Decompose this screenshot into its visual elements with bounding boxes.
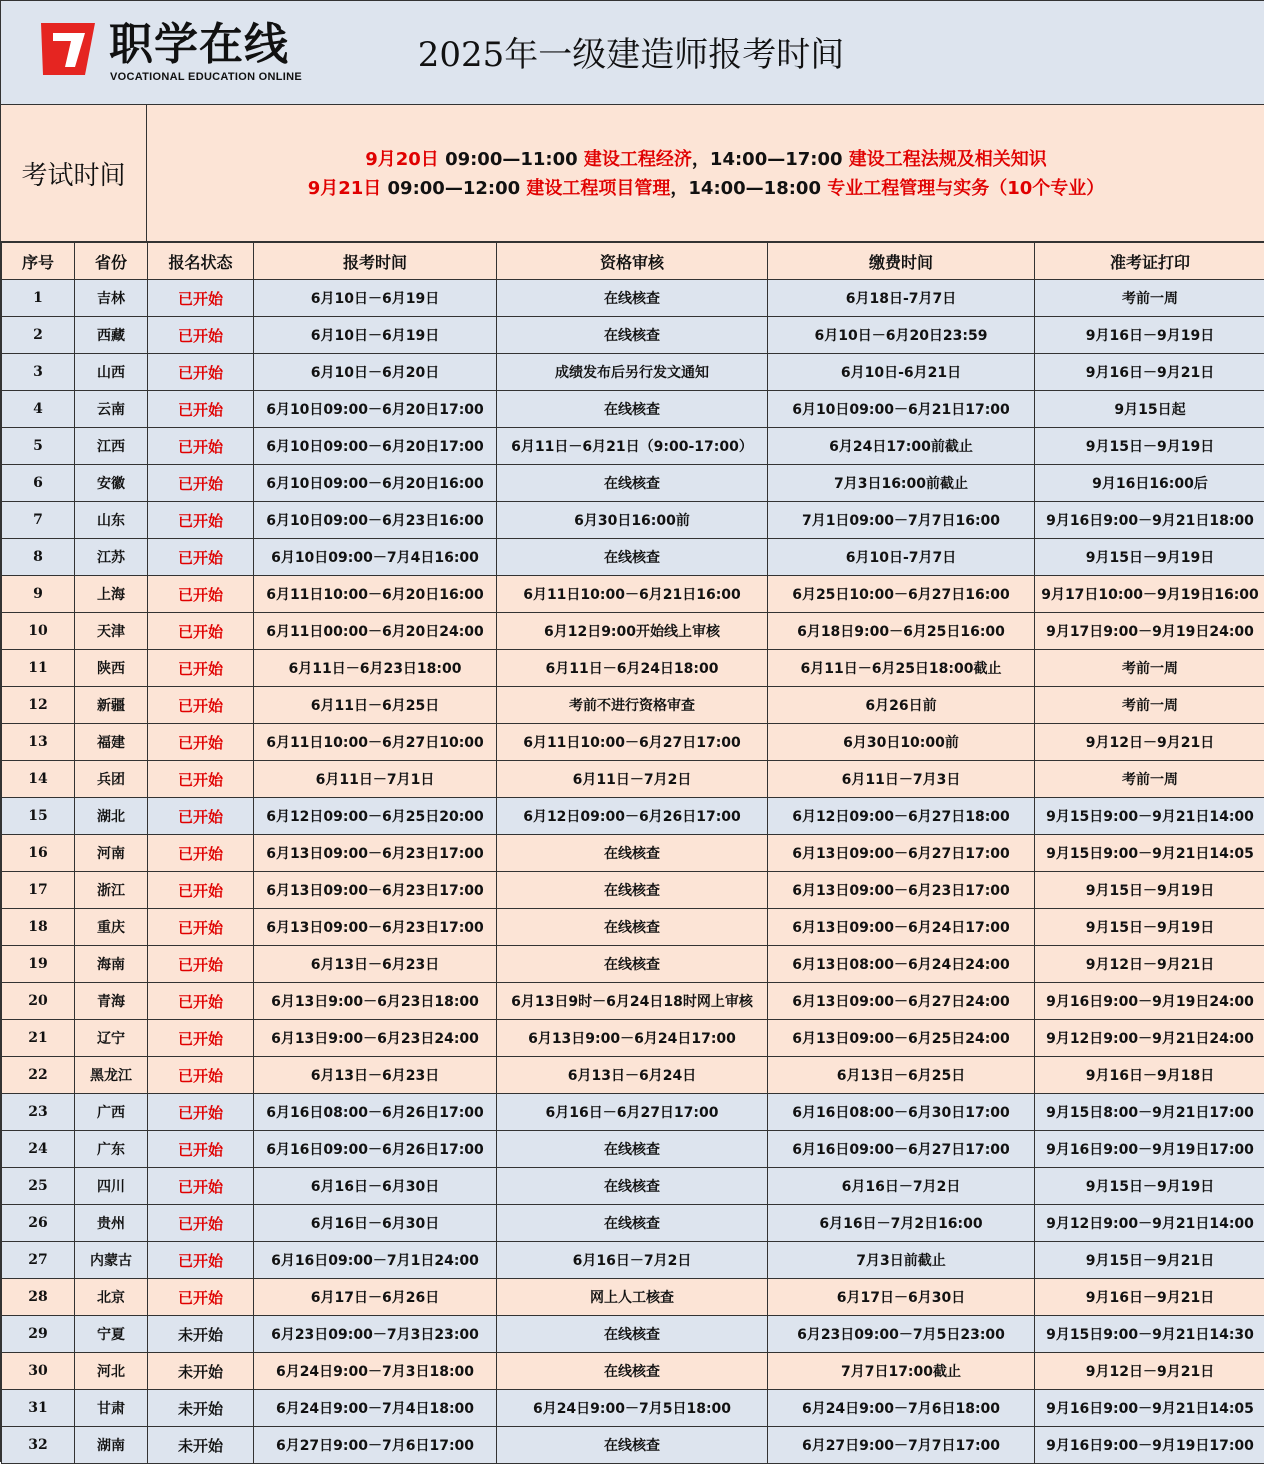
row-province: 天津	[75, 613, 148, 650]
row-payment-time: 6月13日－6月25日	[768, 1057, 1035, 1094]
row-review: 在线核查	[497, 1427, 768, 1464]
row-number: 15	[2, 798, 75, 835]
table-row	[2, 946, 1264, 983]
row-number: 6	[2, 465, 75, 502]
row-payment-time: 6月13日09:00－6月25日24:00	[768, 1020, 1035, 1057]
row-status: 已开始	[148, 317, 254, 354]
row-register-time: 6月16日08:00－6月26日17:00	[254, 1094, 497, 1131]
row-status: 已开始	[148, 1094, 254, 1131]
header-province: 省份	[75, 243, 148, 280]
exam-date-1: 9月20日	[365, 149, 439, 170]
row-status: 已开始	[148, 909, 254, 946]
table-row	[2, 280, 1264, 317]
logo-subtitle: VOCATIONAL EDUCATION ONLINE	[110, 71, 302, 83]
table-row	[2, 724, 1264, 761]
row-status: 未开始	[148, 1353, 254, 1390]
row-review: 在线核查	[497, 280, 768, 317]
exam-line-2	[147, 174, 1264, 203]
row-number: 2	[2, 317, 75, 354]
exam-time-1a: 09:00—11:00	[439, 149, 584, 170]
table-row	[2, 613, 1264, 650]
row-ticket-print: 考前一周	[1035, 761, 1264, 798]
row-register-time: 6月13日－6月23日	[254, 1057, 497, 1094]
row-payment-time: 6月10日-6月21日	[768, 354, 1035, 391]
table-row	[2, 1316, 1264, 1353]
row-ticket-print: 9月16日9:00－9月19日24:00	[1035, 983, 1264, 1020]
row-review: 6月16日－6月27日17:00	[497, 1094, 768, 1131]
row-register-time: 6月11日10:00－6月27日10:00	[254, 724, 497, 761]
row-payment-time: 6月16日－7月2日	[768, 1168, 1035, 1205]
row-register-time: 6月16日－6月30日	[254, 1168, 497, 1205]
row-status: 已开始	[148, 1205, 254, 1242]
table-row	[2, 1020, 1264, 1057]
row-ticket-print: 9月17日9:00－9月19日24:00	[1035, 613, 1264, 650]
row-province: 江苏	[75, 539, 148, 576]
row-number: 21	[2, 1020, 75, 1057]
row-review: 6月13日9:00－6月24日17:00	[497, 1020, 768, 1057]
row-province: 上海	[75, 576, 148, 613]
row-status: 已开始	[148, 428, 254, 465]
row-ticket-print: 9月16日－9月19日	[1035, 317, 1264, 354]
row-payment-time: 6月13日09:00－6月27日24:00	[768, 983, 1035, 1020]
row-ticket-print: 9月16日9:00－9月21日18:00	[1035, 502, 1264, 539]
table-row	[2, 983, 1264, 1020]
row-province: 湖南	[75, 1427, 148, 1464]
row-payment-time: 6月11日－7月3日	[768, 761, 1035, 798]
row-ticket-print: 9月16日－9月18日	[1035, 1057, 1264, 1094]
table-row	[2, 539, 1264, 576]
header-status: 报名状态	[148, 243, 254, 280]
table-row	[2, 1205, 1264, 1242]
row-province: 黑龙江	[75, 1057, 148, 1094]
row-payment-time: 7月3日16:00前截止	[768, 465, 1035, 502]
row-register-time: 6月11日－7月1日	[254, 761, 497, 798]
row-payment-time: 6月11日－6月25日18:00截止	[768, 650, 1035, 687]
row-register-time: 6月12日09:00－6月25日20:00	[254, 798, 497, 835]
row-status: 已开始	[148, 280, 254, 317]
row-province: 海南	[75, 946, 148, 983]
row-province: 山东	[75, 502, 148, 539]
row-ticket-print: 9月12日9:00－9月21日24:00	[1035, 1020, 1264, 1057]
row-review: 考前不进行资格审查	[497, 687, 768, 724]
row-review: 6月11日－7月2日	[497, 761, 768, 798]
row-status: 已开始	[148, 650, 254, 687]
row-number: 17	[2, 872, 75, 909]
row-status: 已开始	[148, 354, 254, 391]
table-row	[2, 1131, 1264, 1168]
row-number: 29	[2, 1316, 75, 1353]
row-ticket-print: 9月16日9:00－9月21日14:05	[1035, 1390, 1264, 1427]
row-status: 已开始	[148, 1242, 254, 1279]
row-status: 已开始	[148, 1131, 254, 1168]
row-number: 19	[2, 946, 75, 983]
table-row	[2, 687, 1264, 724]
row-province: 青海	[75, 983, 148, 1020]
row-register-time: 6月11日00:00－6月20日24:00	[254, 613, 497, 650]
row-ticket-print: 9月15日－9月21日	[1035, 1242, 1264, 1279]
row-review: 6月24日9:00－7月5日18:00	[497, 1390, 768, 1427]
row-register-time: 6月13日9:00－6月23日24:00	[254, 1020, 497, 1057]
row-ticket-print: 9月15日9:00－9月21日14:00	[1035, 798, 1264, 835]
table-row	[2, 1427, 1264, 1464]
row-review: 网上人工核查	[497, 1279, 768, 1316]
table-row	[2, 835, 1264, 872]
logo-text: 职学在线	[109, 19, 289, 71]
row-province: 吉林	[75, 280, 148, 317]
exam-time-2b: ，14:00—18:00	[670, 178, 827, 199]
row-ticket-print: 9月12日9:00－9月21日14:00	[1035, 1205, 1264, 1242]
exam-time-label: 考试时间	[1, 105, 147, 241]
row-number: 23	[2, 1094, 75, 1131]
row-province: 山西	[75, 354, 148, 391]
row-review: 在线核查	[497, 946, 768, 983]
row-review: 6月13日9时－6月24日18时网上审核	[497, 983, 768, 1020]
row-number: 18	[2, 909, 75, 946]
row-ticket-print: 9月15日－9月19日	[1035, 539, 1264, 576]
row-status: 已开始	[148, 576, 254, 613]
row-review: 6月12日09:00－6月26日17:00	[497, 798, 768, 835]
table-row	[2, 798, 1264, 835]
row-register-time: 6月11日－6月23日18:00	[254, 650, 497, 687]
row-number: 9	[2, 576, 75, 613]
row-province: 内蒙古	[75, 1242, 148, 1279]
row-number: 30	[2, 1353, 75, 1390]
table-body	[2, 280, 1264, 1464]
row-payment-time: 6月13日09:00－6月24日17:00	[768, 909, 1035, 946]
row-number: 32	[2, 1427, 75, 1464]
row-review: 在线核查	[497, 909, 768, 946]
row-number: 24	[2, 1131, 75, 1168]
row-register-time: 6月27日9:00－7月6日17:00	[254, 1427, 497, 1464]
row-review: 在线核查	[497, 835, 768, 872]
row-register-time: 6月16日09:00－7月1日24:00	[254, 1242, 497, 1279]
row-status: 已开始	[148, 946, 254, 983]
row-status: 已开始	[148, 391, 254, 428]
row-province: 陕西	[75, 650, 148, 687]
table-row	[2, 354, 1264, 391]
row-payment-time: 6月10日-7月7日	[768, 539, 1035, 576]
row-review: 在线核查	[497, 465, 768, 502]
row-register-time: 6月24日9:00－7月4日18:00	[254, 1390, 497, 1427]
row-review: 在线核查	[497, 1353, 768, 1390]
exam-subject-2b: 专业工程管理与实务（10个专业）	[827, 178, 1104, 199]
row-province: 浙江	[75, 872, 148, 909]
row-register-time: 6月13日09:00－6月23日17:00	[254, 835, 497, 872]
row-status: 已开始	[148, 835, 254, 872]
row-ticket-print: 9月16日－9月21日	[1035, 354, 1264, 391]
row-number: 25	[2, 1168, 75, 1205]
row-register-time: 6月10日－6月19日	[254, 317, 497, 354]
row-ticket-print: 考前一周	[1035, 687, 1264, 724]
row-review: 6月11日10:00－6月21日16:00	[497, 576, 768, 613]
row-register-time: 6月10日－6月20日	[254, 354, 497, 391]
row-register-time: 6月17日－6月26日	[254, 1279, 497, 1316]
row-register-time: 6月10日09:00－7月4日16:00	[254, 539, 497, 576]
exam-subject-2a: 建设工程项目管理	[526, 178, 670, 199]
row-number: 26	[2, 1205, 75, 1242]
row-payment-time: 7月7日17:00截止	[768, 1353, 1035, 1390]
row-review: 在线核查	[497, 1205, 768, 1242]
table-row	[2, 1242, 1264, 1279]
row-status: 已开始	[148, 1057, 254, 1094]
row-register-time: 6月13日09:00－6月23日17:00	[254, 872, 497, 909]
header-ticket-print: 准考证打印	[1035, 243, 1264, 280]
table-row	[2, 576, 1264, 613]
row-province: 宁夏	[75, 1316, 148, 1353]
row-status: 已开始	[148, 1020, 254, 1057]
row-province: 北京	[75, 1279, 148, 1316]
table-header-row	[2, 243, 1264, 280]
row-status: 已开始	[148, 872, 254, 909]
row-number: 5	[2, 428, 75, 465]
row-ticket-print: 9月16日9:00－9月19日17:00	[1035, 1427, 1264, 1464]
row-number: 31	[2, 1390, 75, 1427]
row-number: 7	[2, 502, 75, 539]
row-register-time: 6月11日－6月25日	[254, 687, 497, 724]
row-payment-time: 6月12日09:00－6月27日18:00	[768, 798, 1035, 835]
row-number: 22	[2, 1057, 75, 1094]
row-number: 16	[2, 835, 75, 872]
row-review: 在线核查	[497, 539, 768, 576]
row-number: 14	[2, 761, 75, 798]
exam-line-1	[147, 145, 1264, 174]
row-province: 甘肃	[75, 1390, 148, 1427]
row-ticket-print: 9月15日9:00－9月21日14:05	[1035, 835, 1264, 872]
row-ticket-print: 9月15日－9月19日	[1035, 909, 1264, 946]
row-number: 27	[2, 1242, 75, 1279]
exam-time-section	[1, 105, 1264, 242]
row-ticket-print: 9月15日－9月19日	[1035, 872, 1264, 909]
header-register-time: 报考时间	[254, 243, 497, 280]
registration-table	[1, 242, 1264, 1464]
row-payment-time: 6月27日9:00－7月7日17:00	[768, 1427, 1035, 1464]
row-province: 兵团	[75, 761, 148, 798]
row-payment-time: 6月16日08:00－6月30日17:00	[768, 1094, 1035, 1131]
header-payment-time: 缴费时间	[768, 243, 1035, 280]
row-province: 福建	[75, 724, 148, 761]
row-review: 在线核查	[497, 391, 768, 428]
table-row	[2, 1057, 1264, 1094]
row-register-time: 6月16日09:00－6月26日17:00	[254, 1131, 497, 1168]
row-ticket-print: 考前一周	[1035, 280, 1264, 317]
row-payment-time: 6月13日09:00－6月23日17:00	[768, 872, 1035, 909]
row-ticket-print: 考前一周	[1035, 650, 1264, 687]
exam-subject-1b: 建设工程法规及相关知识	[849, 149, 1047, 170]
row-province: 河北	[75, 1353, 148, 1390]
row-ticket-print: 9月12日－9月21日	[1035, 724, 1264, 761]
row-review: 在线核查	[497, 872, 768, 909]
row-ticket-print: 9月15日－9月19日	[1035, 428, 1264, 465]
row-payment-time: 6月25日10:00－6月27日16:00	[768, 576, 1035, 613]
table-row	[2, 465, 1264, 502]
row-register-time: 6月13日9:00－6月23日18:00	[254, 983, 497, 1020]
row-review: 6月13日－6月24日	[497, 1057, 768, 1094]
row-review: 6月11日10:00－6月27日17:00	[497, 724, 768, 761]
table-row	[2, 1353, 1264, 1390]
row-number: 11	[2, 650, 75, 687]
row-payment-time: 6月13日08:00－6月24日24:00	[768, 946, 1035, 983]
row-register-time: 6月23日09:00－7月3日23:00	[254, 1316, 497, 1353]
row-payment-time: 6月18日9:00－6月25日16:00	[768, 613, 1035, 650]
row-review: 6月11日－6月21日（9:00-17:00）	[497, 428, 768, 465]
row-ticket-print: 9月15日8:00－9月21日17:00	[1035, 1094, 1264, 1131]
exam-subject-1a: 建设工程经济	[584, 149, 692, 170]
row-register-time: 6月16日－6月30日	[254, 1205, 497, 1242]
row-ticket-print: 9月12日－9月21日	[1035, 1353, 1264, 1390]
exam-time-2a: 09:00—12:00	[381, 178, 526, 199]
table-row	[2, 1279, 1264, 1316]
row-province: 广东	[75, 1131, 148, 1168]
row-number: 10	[2, 613, 75, 650]
row-review: 在线核查	[497, 1168, 768, 1205]
row-review: 6月12日9:00开始线上审核	[497, 613, 768, 650]
row-payment-time: 7月1日09:00－7月7日16:00	[768, 502, 1035, 539]
row-review: 在线核查	[497, 1316, 768, 1353]
row-payment-time: 6月10日－6月20日23:59	[768, 317, 1035, 354]
row-payment-time: 6月10日09:00－6月21日17:00	[768, 391, 1035, 428]
logo-seven-icon	[35, 19, 99, 81]
row-review: 在线核查	[497, 1131, 768, 1168]
row-province: 江西	[75, 428, 148, 465]
row-province: 湖北	[75, 798, 148, 835]
brand-logo	[35, 19, 305, 89]
table-row	[2, 872, 1264, 909]
row-province: 重庆	[75, 909, 148, 946]
table-row	[2, 391, 1264, 428]
table-row	[2, 502, 1264, 539]
row-province: 四川	[75, 1168, 148, 1205]
row-payment-time: 6月16日09:00－6月27日17:00	[768, 1131, 1035, 1168]
exam-schedule	[147, 145, 1264, 203]
row-province: 河南	[75, 835, 148, 872]
table-row	[2, 650, 1264, 687]
row-status: 已开始	[148, 613, 254, 650]
row-status: 已开始	[148, 502, 254, 539]
row-status: 已开始	[148, 983, 254, 1020]
row-status: 已开始	[148, 687, 254, 724]
page-header	[1, 1, 1264, 105]
row-register-time: 6月10日09:00－6月20日17:00	[254, 428, 497, 465]
row-number: 28	[2, 1279, 75, 1316]
row-register-time: 6月13日－6月23日	[254, 946, 497, 983]
row-status: 已开始	[148, 539, 254, 576]
row-province: 西藏	[75, 317, 148, 354]
row-province: 云南	[75, 391, 148, 428]
row-review: 成绩发布后另行发文通知	[497, 354, 768, 391]
exam-time-1b: ，14:00—17:00	[692, 149, 849, 170]
row-ticket-print: 9月16日9:00－9月19日17:00	[1035, 1131, 1264, 1168]
row-number: 13	[2, 724, 75, 761]
row-payment-time: 6月18日-7月7日	[768, 280, 1035, 317]
row-status: 未开始	[148, 1427, 254, 1464]
page-title: 2025年一级建造师报考时间	[331, 31, 931, 79]
row-payment-time: 6月30日10:00前	[768, 724, 1035, 761]
row-register-time: 6月10日09:00－6月23日16:00	[254, 502, 497, 539]
row-status: 已开始	[148, 798, 254, 835]
row-register-time: 6月10日09:00－6月20日16:00	[254, 465, 497, 502]
row-status: 已开始	[148, 1168, 254, 1205]
row-province: 新疆	[75, 687, 148, 724]
row-ticket-print: 9月12日－9月21日	[1035, 946, 1264, 983]
row-register-time: 6月11日10:00－6月20日16:00	[254, 576, 497, 613]
row-payment-time: 6月23日09:00－7月5日23:00	[768, 1316, 1035, 1353]
table-row	[2, 1390, 1264, 1427]
header-no: 序号	[2, 243, 75, 280]
row-number: 3	[2, 354, 75, 391]
row-ticket-print: 9月15日起	[1035, 391, 1264, 428]
row-status: 未开始	[148, 1316, 254, 1353]
row-province: 广西	[75, 1094, 148, 1131]
row-ticket-print: 9月15日9:00－9月21日14:30	[1035, 1316, 1264, 1353]
row-payment-time: 6月26日前	[768, 687, 1035, 724]
row-status: 未开始	[148, 1390, 254, 1427]
row-ticket-print: 9月16日16:00后	[1035, 465, 1264, 502]
table-row	[2, 428, 1264, 465]
table-row	[2, 909, 1264, 946]
row-status: 已开始	[148, 465, 254, 502]
row-number: 20	[2, 983, 75, 1020]
table-row	[2, 317, 1264, 354]
row-review: 6月30日16:00前	[497, 502, 768, 539]
row-payment-time: 6月17日－6月30日	[768, 1279, 1035, 1316]
row-register-time: 6月24日9:00－7月3日18:00	[254, 1353, 497, 1390]
row-payment-time: 7月3日前截止	[768, 1242, 1035, 1279]
row-ticket-print: 9月16日－9月21日	[1035, 1279, 1264, 1316]
row-status: 已开始	[148, 724, 254, 761]
row-payment-time: 6月24日17:00前截止	[768, 428, 1035, 465]
row-register-time: 6月13日09:00－6月23日17:00	[254, 909, 497, 946]
row-ticket-print: 9月17日10:00－9月19日16:00	[1035, 576, 1264, 613]
row-number: 8	[2, 539, 75, 576]
header-review: 资格审核	[497, 243, 768, 280]
row-payment-time: 6月24日9:00－7月6日18:00	[768, 1390, 1035, 1427]
row-number: 12	[2, 687, 75, 724]
row-register-time: 6月10日－6月19日	[254, 280, 497, 317]
table-row	[2, 1168, 1264, 1205]
row-review: 在线核查	[497, 317, 768, 354]
row-number: 4	[2, 391, 75, 428]
row-number: 1	[2, 280, 75, 317]
row-province: 辽宁	[75, 1020, 148, 1057]
table-row	[2, 1094, 1264, 1131]
row-payment-time: 6月13日09:00－6月27日17:00	[768, 835, 1035, 872]
row-review: 6月11日－6月24日18:00	[497, 650, 768, 687]
exam-date-2: 9月21日	[308, 178, 382, 199]
row-status: 已开始	[148, 1279, 254, 1316]
row-province: 安徽	[75, 465, 148, 502]
row-register-time: 6月10日09:00－6月20日17:00	[254, 391, 497, 428]
row-ticket-print: 9月15日－9月19日	[1035, 1168, 1264, 1205]
table-row	[2, 761, 1264, 798]
row-payment-time: 6月16日－7月2日16:00	[768, 1205, 1035, 1242]
row-province: 贵州	[75, 1205, 148, 1242]
row-review: 6月16日－7月2日	[497, 1242, 768, 1279]
row-status: 已开始	[148, 761, 254, 798]
